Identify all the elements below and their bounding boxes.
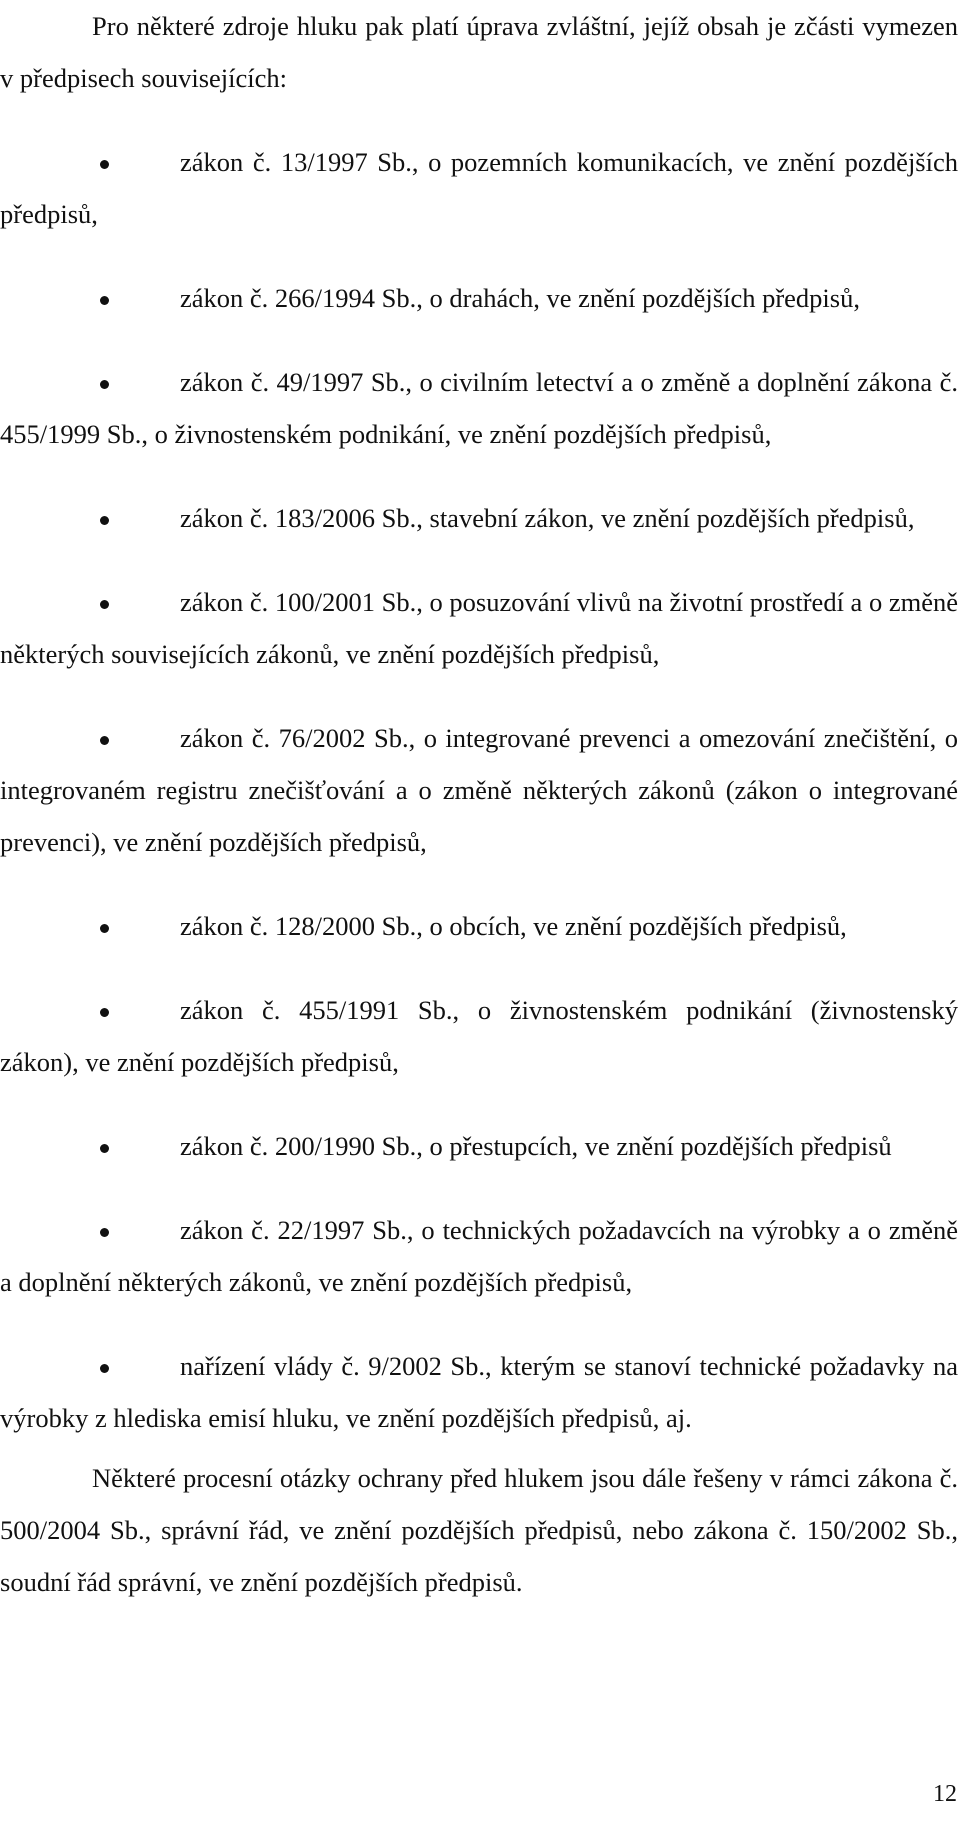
list-item — [0, 576, 958, 680]
bullet-icon — [100, 1008, 109, 1017]
list-item — [0, 712, 958, 868]
list-item-text: zákon č. 128/2000 Sb., o obcích, ve znění pozdějších předpisů, — [180, 911, 847, 941]
list-item-text: zákon č. 22/1997 Sb., o technických požadavcích na výrobky a o změně a doplnění některých zákonů, ve znění pozdějších předpisů, — [0, 1215, 958, 1297]
list-item — [0, 492, 958, 544]
list-item-text: zákon č. 49/1997 Sb., o civilním letectví a o změně a doplnění zákona č. 455/1999 Sb., o živnostenském podnikání, ve znění pozdějších předpisů, — [0, 367, 958, 449]
page-number: 12 — [933, 1781, 957, 1807]
list-item-text: zákon č. 100/2001 Sb., o posuzování vlivů na životní prostředí a o změně některých souvisejících zákonů, ve znění pozdějších předpisů, — [0, 587, 958, 669]
bullet-icon — [100, 1144, 109, 1153]
list-item — [0, 1120, 958, 1172]
bullet-icon — [100, 924, 109, 933]
list-item — [0, 900, 958, 952]
intro-paragraph: Pro některé zdroje hluku pak platí úprava zvláštní, jejíž obsah je zčásti vymezen v předpisech souvisejících: — [0, 11, 958, 93]
list-item-text: zákon č. 200/1990 Sb., o přestupcích, ve znění pozdějších předpisů — [180, 1131, 892, 1161]
list-item-text: zákon č. 76/2002 Sb., o integrované prevenci a omezování znečištění, o integrovaném registru znečišťování a o změně některých zákonů (zákon o integrované prevenci), ve znění pozdějších předpisů, — [0, 723, 958, 857]
list-item — [0, 136, 958, 240]
list-item-text: zákon č. 183/2006 Sb., stavební zákon, ve znění pozdějších předpisů, — [180, 503, 915, 533]
bullet-icon — [100, 516, 109, 525]
list-item — [0, 356, 958, 460]
list-item-text: zákon č. 13/1997 Sb., o pozemních komunikacích, ve znění pozdějších předpisů, — [0, 147, 958, 229]
list-item-text: nařízení vlády č. 9/2002 Sb., kterým se stanoví technické požadavky na výrobky z hlediska emisí hluku, ve znění pozdějších předpisů, aj. — [0, 1351, 958, 1433]
list-item — [0, 1340, 958, 1444]
bullet-icon — [100, 160, 109, 169]
list-item — [0, 1204, 958, 1308]
closing-paragraph: Některé procesní otázky ochrany před hlukem jsou dále řešeny v rámci zákona č. 500/2004 Sb., správní řád, ve znění pozdějších předpisů, nebo zákona č. 150/2002 Sb., soudní řád správní, ve znění pozdějších předpisů. — [0, 1463, 958, 1597]
bullet-icon — [100, 296, 109, 305]
list-item-text: zákon č. 455/1991 Sb., o živnostenském podnikání (živnostenský zákon), ve znění pozdějších předpisů, — [0, 995, 958, 1077]
law-list — [0, 136, 958, 1444]
bullet-icon — [100, 380, 109, 389]
bullet-icon — [100, 600, 109, 609]
list-item-text: zákon č. 266/1994 Sb., o drahách, ve znění pozdějších předpisů, — [180, 283, 860, 313]
bullet-icon — [100, 1364, 109, 1373]
bullet-icon — [100, 1228, 109, 1237]
list-item — [0, 984, 958, 1088]
list-item — [0, 272, 958, 324]
bullet-icon — [100, 736, 109, 745]
